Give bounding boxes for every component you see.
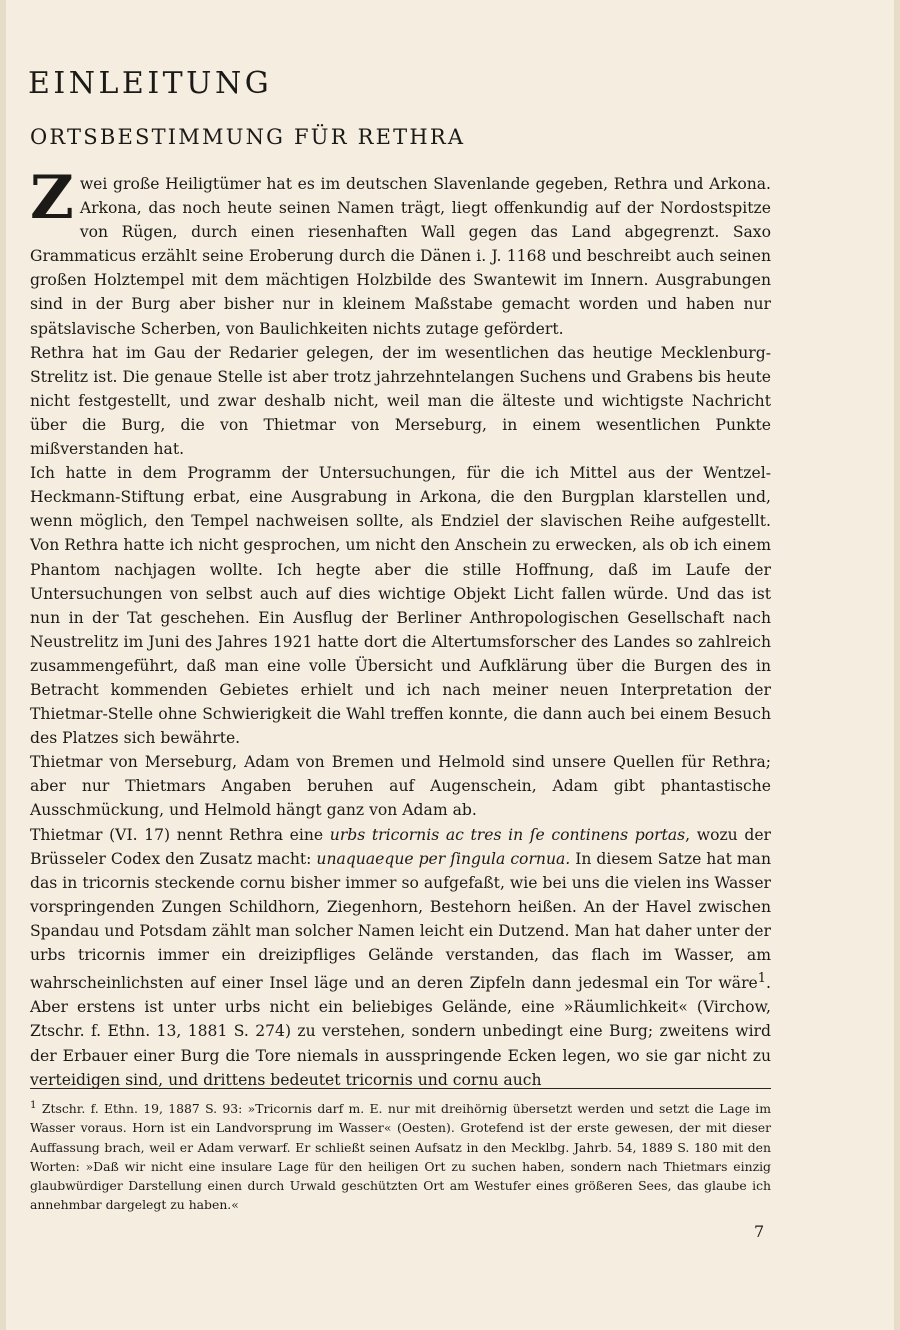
paragraph-2: Rethra hat im Gau der Redarier gelegen, der im wesentlichen das heutige Mecklenburg-Strelitz ist. Die genaue Stelle ist aber trotz jahrzehntelangen Suchens und Grabens bis heute nicht festgestellt, und zwar deshalb nicht, weil man die älteste und wichtigste Nachricht über die Burg, die von Thietmar von Merseburg, in einem wesentlichen Punkte mißverstanden hat. — [30, 343, 771, 459]
footnote-rule — [30, 1088, 771, 1089]
page-number: 7 — [754, 1222, 765, 1241]
latin-quote-2: unaquaeque per ſingula cornua. — [316, 849, 571, 868]
paragraph-1-text: wei große Heiligtümer hat es im deutschen Slavenlande gegeben, Rethra und Arkona. Arkona, das noch heute seinen Namen trägt, liegt offenkundig auf der Nordostspitze von Rügen, durch einen riesenhaften Wall gegen das Land abgegrenzt. Saxo Grammaticus erzählt seine Eroberung durch die Dänen i. J. 1168 und beschreibt auch seinen großen Holztempel mit dem mächtigen Holzbilde des Swantewit im Innern. Ausgrabungen sind in der Burg aber bisher nur in kleinem Maßstabe gemacht worden und haben nur spätslavische Scherben, von Baulichkeiten nichts zutage gefördert. — [30, 175, 771, 338]
paragraph-5-part-1: Thietmar (VI. 17) nennt Rethra eine — [30, 825, 330, 844]
paragraph-5 — [30, 823, 771, 1092]
paragraph-5-part-2: , wozu der Brüsseler Codex den Zusatz macht: — [30, 825, 772, 868]
page-edge-left — [0, 0, 6, 1330]
footnote-marker: 1 — [30, 1099, 37, 1111]
paragraph-4: Thietmar von Merseburg, Adam von Bremen und Helmold sind unsere Quellen für Rethra; aber nur Thietmars Angaben beruhen auf Augenschein, Adam gibt phantastische Ausschmückung, und Helmold hängt ganz von Adam ab. — [30, 753, 771, 820]
body-text — [30, 163, 772, 1092]
chapter-title: EINLEITUNG — [28, 66, 273, 101]
footnote-text: Ztschr. f. Ethn. 19, 1887 S. 93: »Tricornis darf m. E. nur mit dreihörnig übersetzt werden und setzt die Lage im Wasser voraus. Horn ist ein Landvorsprung im Wasser« (Oesten). Grotefend ist der erste gewesen, der mit dieser Auffassung brach, weil er Adam verwarf. Er schließt seinen Aufsatz in den Mecklbg. Jahrb. 54, 1889 S. 180 mit den Worten: »Daß wir nicht eine insulare Lage für den heiligen Ort zu suchen haben, sondern nach Thietmars einzig glaubwürdiger Darstellung einen durch Urwald geschützten Ort am Westufer eines größeren Sees, das glaube ich annehmbar dargelegt zu haben.« — [30, 1101, 771, 1213]
drop-cap: Z — [30, 163, 74, 233]
paragraph-1 — [30, 163, 771, 341]
latin-quote-1: urbs tricornis ac tres in ſe continens portas — [329, 825, 686, 844]
footnote-reference[interactable]: 1 — [757, 971, 767, 987]
section-heading: ORTSBESTIMMUNG FÜR RETHRA — [30, 125, 466, 149]
footnote — [30, 1096, 771, 1214]
paragraph-5-part-3: In diesem Satze hat man das in tricornis steckende cornu bisher immer so aufgefaßt, wie bei uns die vielen ins Wasser vorspringenden Zungen Schildhorn, Ziegenhorn, Bestehorn heißen. An der Havel zwischen Spandau und Potsdam zählt man solcher Namen leicht ein Dutzend. Man hat daher unter der urbs tricornis immer ein dreizipfliges Gelände verstanden, das flach im Wasser, am wahrscheinlichsten auf einer Insel läge und an deren Zipfeln dann jedesmal ein Tor wäre — [30, 849, 772, 993]
paragraph-5-part-4: . Aber erstens ist unter urbs nicht ein beliebiges Gelände, eine »Räumlichkeit« (Virchow, Ztschr. f. Ethn. 13, 1881 S. 274) zu verstehen, sondern unbedingt eine Burg; zweitens wird der Erbauer einer Burg die Tore niemals in ausspringende Ecken legen, wo sie gar nicht zu verteidigen sind, und drittens bedeutet tricornis und cornu auch — [30, 974, 771, 1089]
paragraph-3: Ich hatte in dem Programm der Untersuchungen, für die ich Mittel aus der Wentzel-Heckmann-Stiftung erbat, eine Ausgrabung in Arkona, die den Burgplan klarstellen und, wenn möglich, den Tempel nachweisen sollte, als Endziel der slavischen Reihe aufgestellt. Von Rethra hatte ich nicht gesprochen, um nicht den Anschein zu erwecken, als ob ich einem Phantom nachjagen wollte. Ich hegte aber die stille Hoffnung, daß im Laufe der Untersuchungen von selbst auch auf dies wichtige Objekt Licht fallen würde. Und das ist nun in der Tat geschehen. Ein Ausflug der Berliner Anthropologischen Gesellschaft nach Neustrelitz im Juni des Jahres 1921 hatte dort die Altertumsforscher des Landes so zahlreich zusammengeführt, daß man eine volle Übersicht und Aufklärung über die Burgen des in Betracht kommenden Gebietes erhielt und ich nach meiner neuen Interpretation der Thietmar-Stelle ohne Schwierigkeit die Wahl treffen konnte, die dann auch bei einem Besuch des Platzes sich bewährte. — [30, 464, 771, 748]
page-edge-right — [894, 0, 900, 1330]
